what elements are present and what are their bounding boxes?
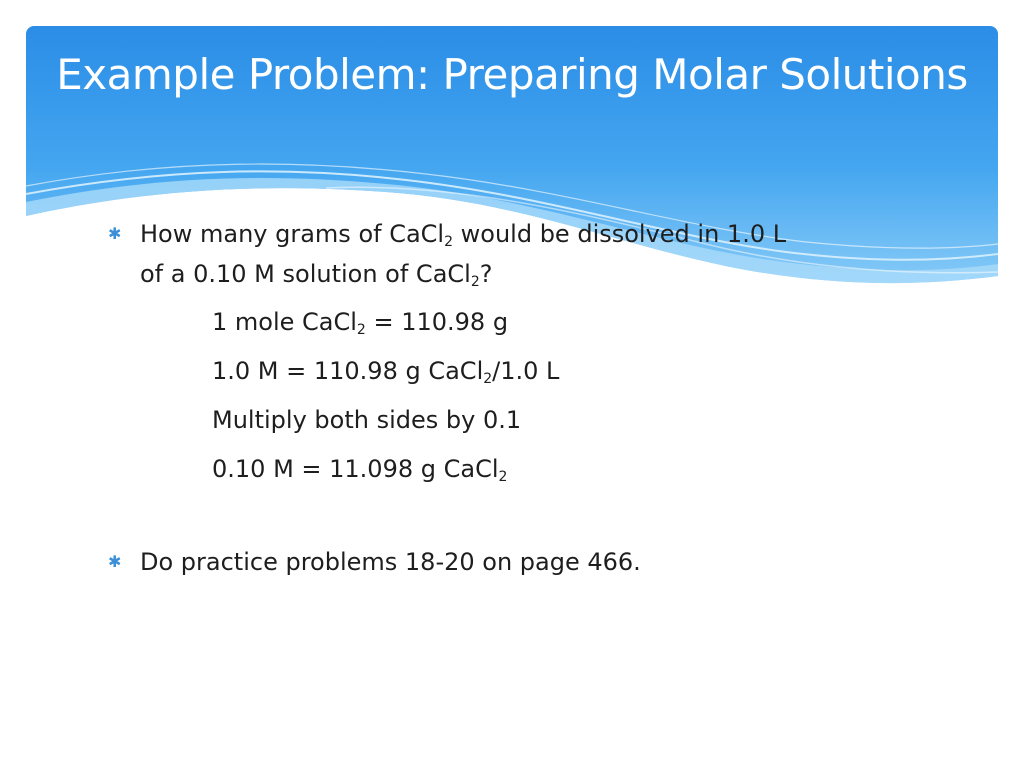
question-text-part: would be dissolved in 1.0 L xyxy=(453,220,787,248)
subscript: 2 xyxy=(470,274,480,290)
step-line xyxy=(108,396,928,445)
step-line xyxy=(108,347,928,396)
step-line xyxy=(108,298,928,347)
step-text: 1.0 M = 110.98 g CaCl xyxy=(212,357,484,385)
question-line-1 xyxy=(140,214,928,254)
question-text-part: of a 0.10 M solution of CaCl xyxy=(140,260,471,288)
asterisk-bullet-icon: ✱ xyxy=(108,224,122,243)
step-text: Multiply both sides by 0.1 xyxy=(212,406,522,434)
question-text-part: ? xyxy=(479,260,493,288)
asterisk-bullet-icon: ✱ xyxy=(108,552,122,571)
question-text-part: How many grams of CaCl xyxy=(140,220,445,248)
practice-text: Do practice problems 18-20 on page 466. xyxy=(140,548,641,576)
step-text: 0.10 M = 11.098 g CaCl xyxy=(212,455,499,483)
subscript: 2 xyxy=(498,469,508,485)
slide-content xyxy=(108,214,928,582)
step-text: = 110.98 g xyxy=(365,308,509,336)
bullet-practice xyxy=(108,542,928,582)
subscript: 2 xyxy=(483,371,493,387)
slide-title: Example Problem: Preparing Molar Solutions xyxy=(56,50,968,99)
subscript: 2 xyxy=(356,322,366,338)
question-line-2 xyxy=(140,254,928,294)
bullet-question xyxy=(108,214,928,294)
step-text: 1 mole CaCl xyxy=(212,308,357,336)
subscript: 2 xyxy=(444,234,454,250)
step-text: /1.0 L xyxy=(492,357,560,385)
spacer xyxy=(108,494,928,542)
step-line xyxy=(108,445,928,494)
